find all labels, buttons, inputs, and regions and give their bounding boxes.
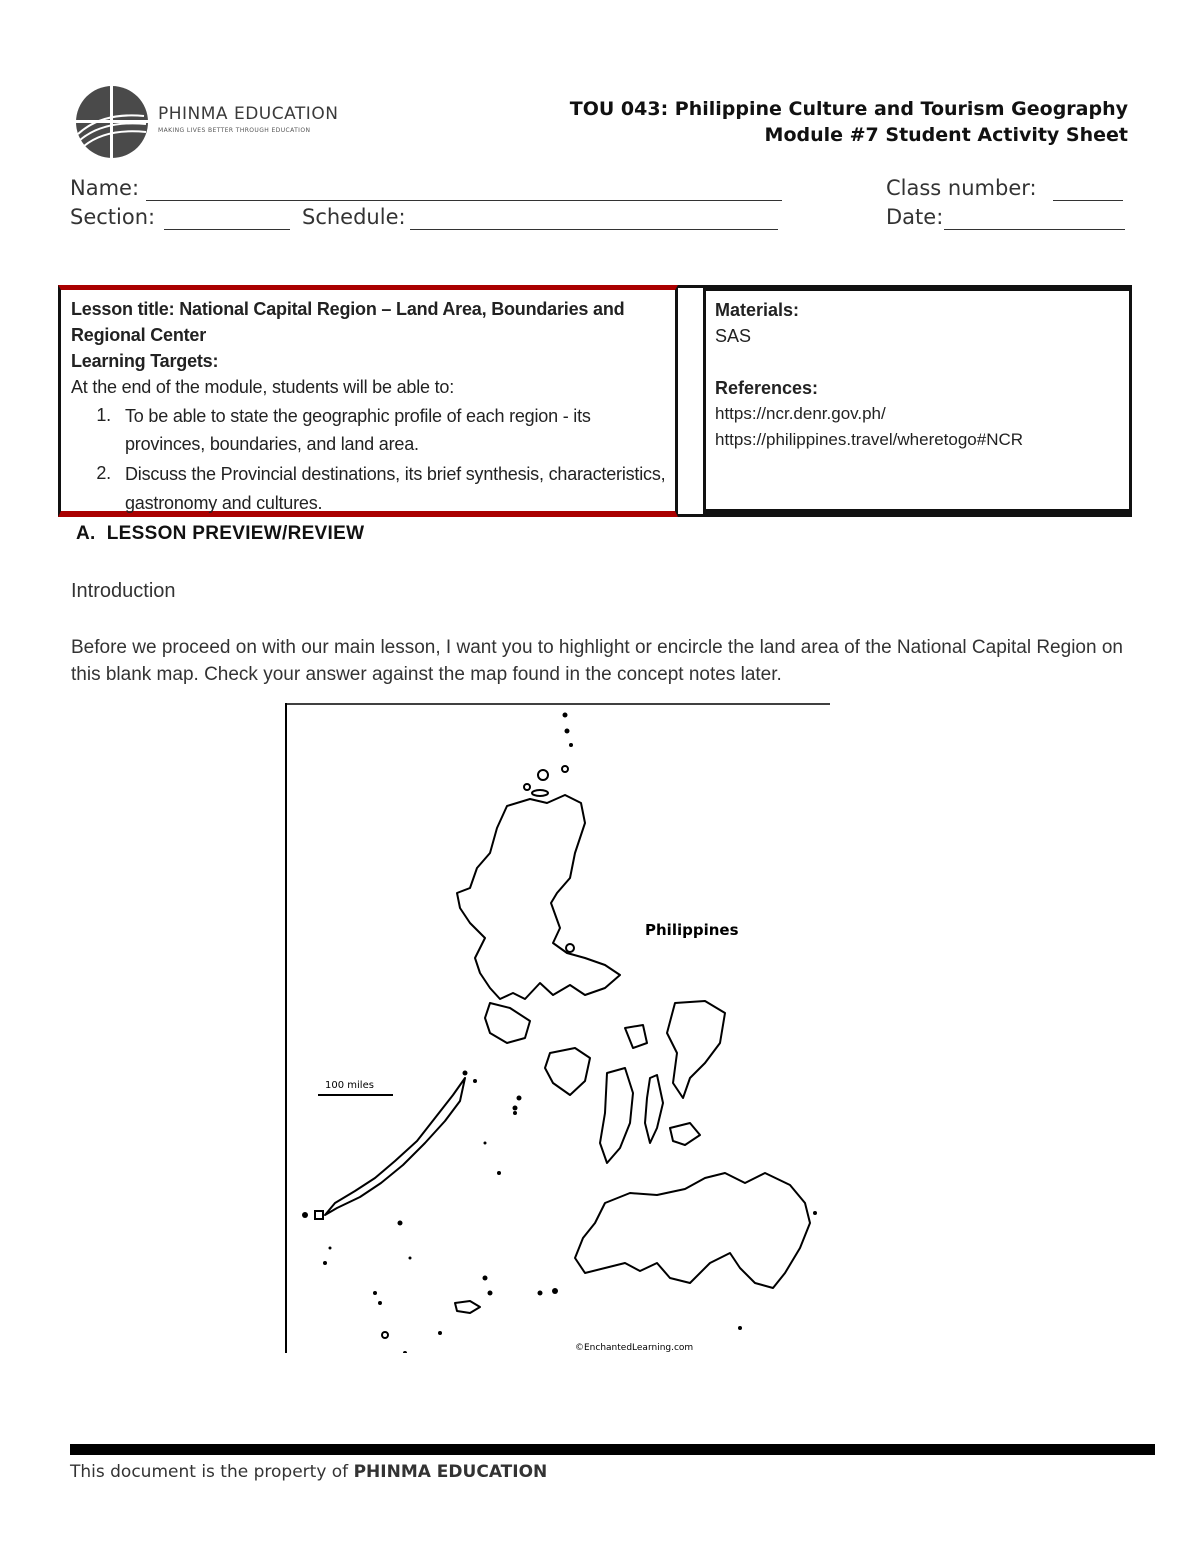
map-scale-label: 100 miles bbox=[325, 1080, 374, 1091]
references-label: References: bbox=[715, 378, 819, 398]
target-item: 1. To be able to state the geographic profile of each region - its provinces, boundaries, and land area. bbox=[96, 405, 591, 454]
footer-text bbox=[70, 1462, 547, 1482]
reference-link[interactable]: https://philippines.travel/wheretogo#NCR bbox=[715, 430, 1024, 449]
name-field[interactable] bbox=[146, 200, 782, 201]
intro-paragraph: Before we proceed on with our main lesson, I want you to highlight or encircle the land area of the National Capital Region on this blank map. Check your answer against the map found in the concept notes later. bbox=[71, 637, 1123, 685]
lesson-box bbox=[58, 285, 678, 517]
logo-tagline: MAKING LIVES BETTER THROUGH EDUCATION bbox=[158, 127, 311, 134]
schedule-field[interactable] bbox=[410, 229, 778, 230]
course-title: TOU 043: Philippine Culture and Tourism Geography bbox=[569, 98, 1128, 120]
introduction-heading: Introduction bbox=[71, 580, 176, 602]
materials-value: SAS bbox=[715, 326, 752, 346]
footer-owner: PHINMA EDUCATION bbox=[353, 1462, 548, 1482]
section-label: Section: bbox=[70, 205, 156, 229]
reference-link[interactable]: https://ncr.denr.gov.ph/ bbox=[715, 404, 886, 423]
sheet-title: Module #7 Student Activity Sheet bbox=[764, 124, 1128, 146]
name-label: Name: bbox=[70, 176, 140, 200]
section-a-heading: A. LESSON PREVIEW/REVIEW bbox=[76, 523, 365, 544]
box-connector bbox=[678, 285, 703, 517]
target-item: 2. Discuss the Provincial destinations, its brief synthesis, characteristics, gastronomy and cultures. bbox=[96, 463, 666, 513]
schedule-label: Schedule: bbox=[302, 205, 406, 229]
footer-divider bbox=[70, 1444, 1155, 1455]
class-number-field[interactable] bbox=[1053, 200, 1123, 201]
philippines-blank-map[interactable] bbox=[285, 703, 830, 1353]
section-field[interactable] bbox=[164, 229, 290, 230]
map-label: Philippines bbox=[645, 921, 739, 939]
learning-targets-label: Learning Targets: bbox=[71, 351, 219, 371]
date-label: Date: bbox=[886, 205, 944, 229]
lesson-title: Lesson title: National Capital Region – Land Area, Boundaries and Regional Center bbox=[71, 299, 625, 345]
materials-label: Materials: bbox=[715, 300, 800, 320]
date-field[interactable] bbox=[944, 229, 1125, 230]
class-number-label: Class number: bbox=[886, 176, 1037, 200]
logo-text: PHINMA EDUCATION bbox=[158, 104, 339, 124]
map-credit: ©EnchantedLearning.com bbox=[575, 1343, 694, 1353]
footer-prefix: This document is the property of bbox=[70, 1462, 354, 1482]
materials-box bbox=[703, 285, 1132, 517]
learning-targets-intro: At the end of the module, students will be able to: bbox=[71, 377, 455, 397]
